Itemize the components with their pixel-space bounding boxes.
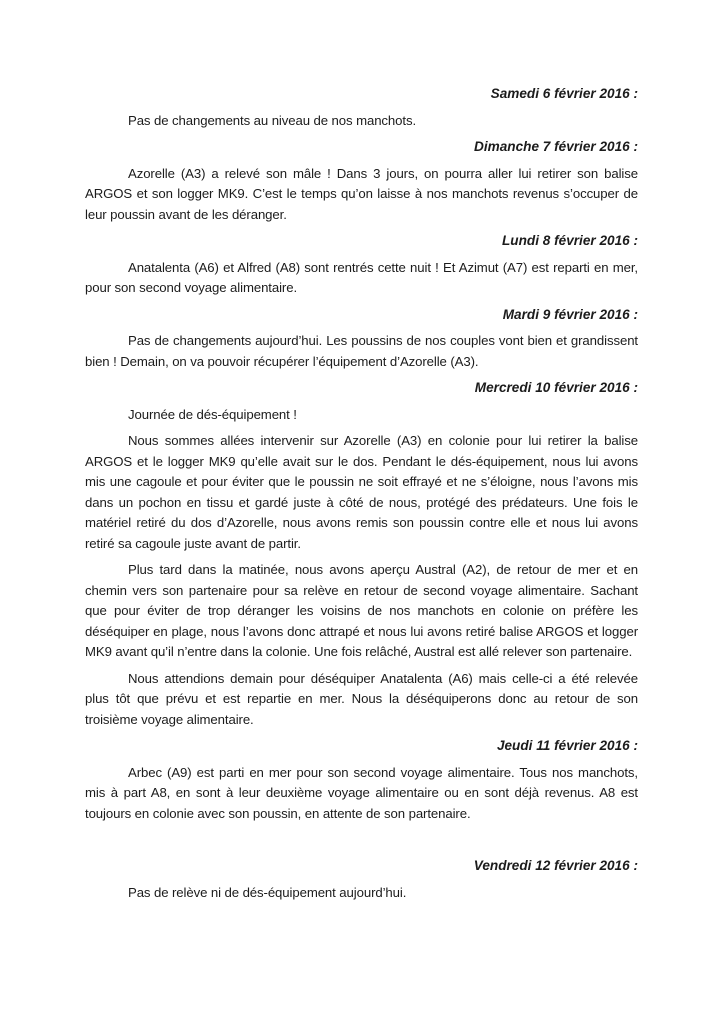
entry-paragraph: Journée de dés-équipement ! <box>128 406 297 422</box>
journal-entry <box>85 736 638 824</box>
journal-entries <box>85 84 638 903</box>
entry-date-heading: Mercredi 10 février 2016 : <box>474 380 638 395</box>
entry-paragraph: Pas de changements aujourd’hui. Les poussins de nos couples vont bien et grandissent bien ! Demain, on va pouvoir récupérer l’équipement d’Azorelle (A3). <box>85 333 638 369</box>
entry-paragraph: Pas de changements au niveau de nos manchots. <box>128 112 417 128</box>
entry-paragraph: Anatalenta (A6) et Alfred (A8) sont rentrés cette nuit ! Et Azimut (A7) est reparti en mer, pour son second voyage alimentaire. <box>85 259 638 295</box>
entry-date-heading: Vendredi 12 février 2016 : <box>473 858 638 873</box>
journal-entry <box>85 84 638 131</box>
journal-entry <box>85 856 638 903</box>
entry-date-heading: Samedi 6 février 2016 : <box>490 86 638 101</box>
journal-entry <box>85 137 638 225</box>
entry-date-heading: Mardi 9 février 2016 : <box>502 306 638 322</box>
journal-entry <box>85 378 638 730</box>
entry-paragraph: Arbec (A9) est parti en mer pour son second voyage alimentaire. Tous nos manchots, mis à part A8, en sont à leur deuxième voyage alimentaire ou en sont déjà revenus. A8 est toujours en colonie avec son poussin, en attente de son partenaire. <box>85 764 638 821</box>
entry-paragraph: Azorelle (A3) a relevé son mâle ! Dans 3 jours, on pourra aller lui retirer son balise ARGOS et son logger MK9. C’est le temps qu’on laisse à nos manchots revenus s’occuper de leur poussin avant de les déranger. <box>85 165 638 222</box>
journal-entry <box>85 231 638 299</box>
journal-entry <box>85 305 638 373</box>
blank-line-spacer <box>85 830 638 856</box>
entry-date-heading: Lundi 8 février 2016 : <box>502 233 638 248</box>
entry-paragraph: Nous sommes allées intervenir sur Azorelle (A3) en colonie pour lui retirer la balise ARGOS et le logger MK9 qu’elle avait sur le dos. Pendant le dés-équipement, nous lui avons mis une cagoule et pour éviter que le poussin ne soit effrayé et ne s’éloigne, nous l’avons mis dans un pochon en tissu et gardé juste à côté de nous, protégé des prédateurs. Une fois le matériel retiré du dos d’Azorelle, nous avons remis son poussin contre elle et nous lui avons retiré sa cagoule juste avant de partir. <box>85 433 638 551</box>
entry-paragraph: Nous attendions demain pour déséquiper Anatalenta (A6) mais celle-ci a été relevée plus tôt que prévu et est repartie en mer. Nous la déséquiperons donc au retour de son troisième voyage alimentaire. <box>85 670 638 727</box>
entry-paragraph: Plus tard dans la matinée, nous avons aperçu Austral (A2), de retour de mer et en chemin vers son partenaire pour sa relève en retour de second voyage alimentaire. Sachant que pour éviter de trop déranger les voisins de nos manchots en colonie on préfère les déséquiper en plage, nous l’avons donc attrapé et nous lui avons retiré balise ARGOS et logger MK9 avant qu’il n’entre dans la colonie. Une fois relâché, Austral est allé relever son partenaire. <box>85 562 638 659</box>
entry-paragraph: Pas de relève ni de dés-équipement aujourd’hui. <box>128 884 407 900</box>
entry-date-heading: Jeudi 11 février 2016 : <box>496 738 638 753</box>
entry-date-heading: Dimanche 7 février 2016 : <box>474 139 638 154</box>
